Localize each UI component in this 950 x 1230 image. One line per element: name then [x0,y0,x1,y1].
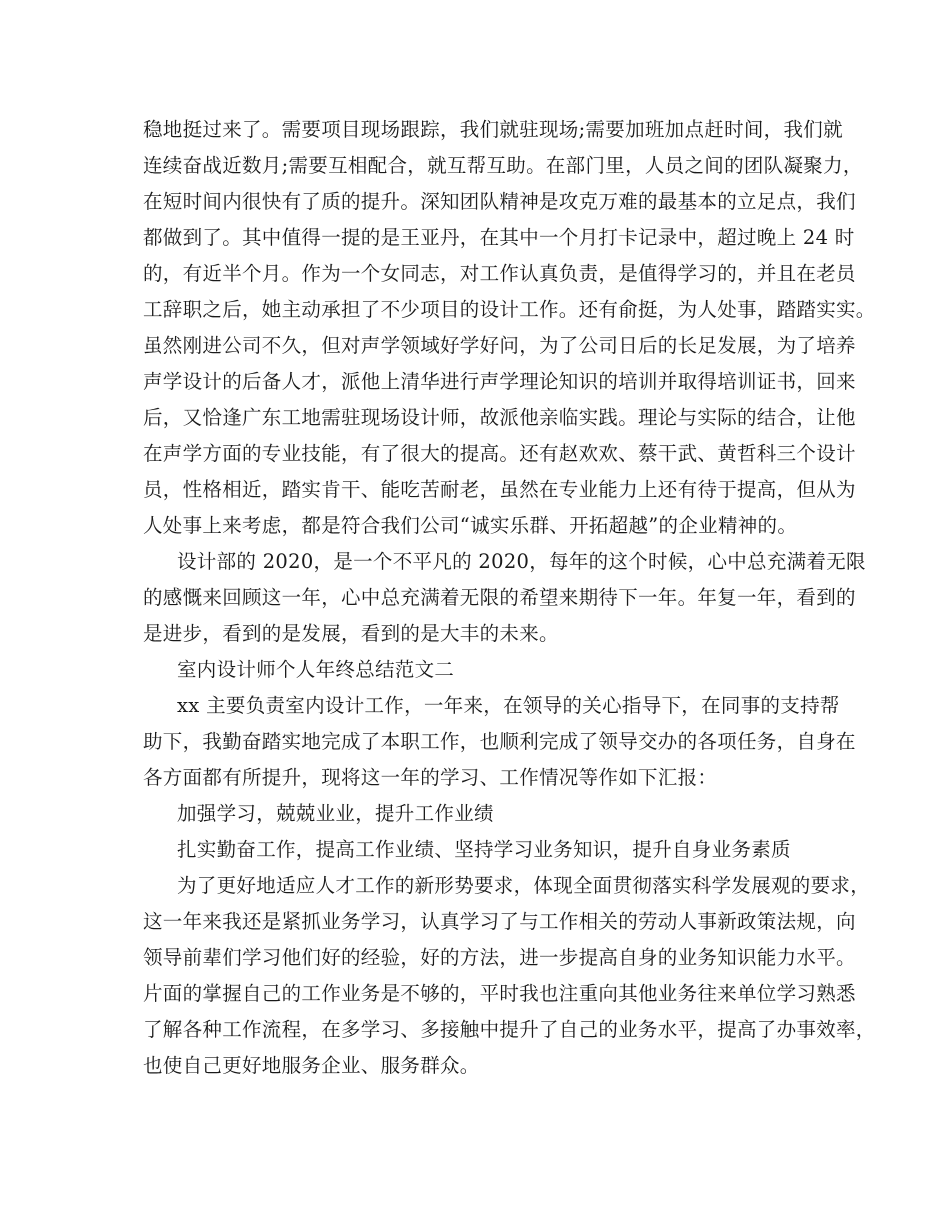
text-line: 在声学方面的专业技能，有了很大的提高。还有赵欢欢、蔡干武、黄哲科三个设计 [143,442,856,465]
text-line: 的，有近半个月。作为一个女同志，对工作认真负责，是值得学习的，并且在老员 [143,262,856,285]
text-line: 领导前辈们学习他们好的经验，好的方法，进一步提高自身的业务知识能力水平。 [143,946,856,969]
text-line: 都做到了。其中值得一提的是王亚丹，在其中一个月打卡记录中，超过晚上 24 时 [143,226,855,249]
text-line: 人处事上来考虑，都是符合我们公司“诚实乐群、开拓超越”的企业精神的。 [143,514,798,537]
text-line: 工辞职之后，她主动承担了不少项目的设计工作。还有俞挺，为人处事，踏踏实实。 [143,298,876,321]
text-line: 声学设计的后备人才，派他上清华进行声学理论知识的培训并取得培训证书，回来 [143,370,856,393]
text-line: 稳地挺过来了。需要项目现场跟踪，我们就驻现场;需要加班加点赶时间，我们就 [143,118,843,141]
text-line: 片面的掌握自己的工作业务是不够的，平时我也注重向其他业务往来单位学习熟悉 [143,982,856,1005]
text-line: 也使自己更好地服务企业、服务群众。 [143,1054,480,1077]
text-line: 这一年来我还是紧抓业务学习，认真学习了与工作相关的劳动人事新政策法规，向 [143,910,856,933]
text-line: 助下，我勤奋踏实地完成了本职工作，也顺利完成了领导交办的各项任务，自身在 [143,730,856,753]
text-line: 员，性格相近，踏实肯干、能吃苦耐老，虽然在专业能力上还有待于提高，但从为 [143,478,856,501]
text-line: 在短时间内很快有了质的提升。深知团队精神是攻克万难的最基本的立足点，我们 [143,190,856,213]
text-line: 扎实勤奋工作，提高工作业绩、坚持学习业务知识，提升自身业务素质 [177,838,791,861]
text-line: 各方面都有所提升，现将这一年的学习、工作情况等作如下汇报： [143,766,718,789]
text-line: 了解各种工作流程，在多学习、多接触中提升了自己的业务水平，提高了办事效率， [143,1018,876,1041]
text-line: xx 主要负责室内设计工作，一年来，在领导的关心指导下，在同事的支持帮 [177,694,840,717]
text-line: 设计部的 2020，是一个不平凡的 2020，每年的这个时候，心中总充满着无限 [177,550,866,573]
text-line: 室内设计师个人年终总结范文二 [177,658,455,681]
text-line: 的感慨来回顾这一年，心中总充满着无限的希望来期待下一年。年复一年，看到的 [143,586,856,609]
text-line: 加强学习，兢兢业业，提升工作业绩 [177,802,494,825]
text-line: 虽然刚进公司不久，但对声学领域好学好问，为了公司日后的长足发展，为了培养 [143,334,856,357]
text-line: 是进步，看到的是发展，看到的是大丰的未来。 [143,622,559,645]
text-line: 为了更好地适应人才工作的新形势要求，体现全面贯彻落实科学发展观的要求， [177,874,871,897]
text-line: 连续奋战近数月;需要互相配合，就互帮互助。在部门里，人员之间的团队凝聚力， [143,154,863,177]
text-line: 后，又恰逢广东工地需驻现场设计师，故派他亲临实践。理论与实际的结合，让他 [143,406,856,429]
document-body [143,112,876,1084]
